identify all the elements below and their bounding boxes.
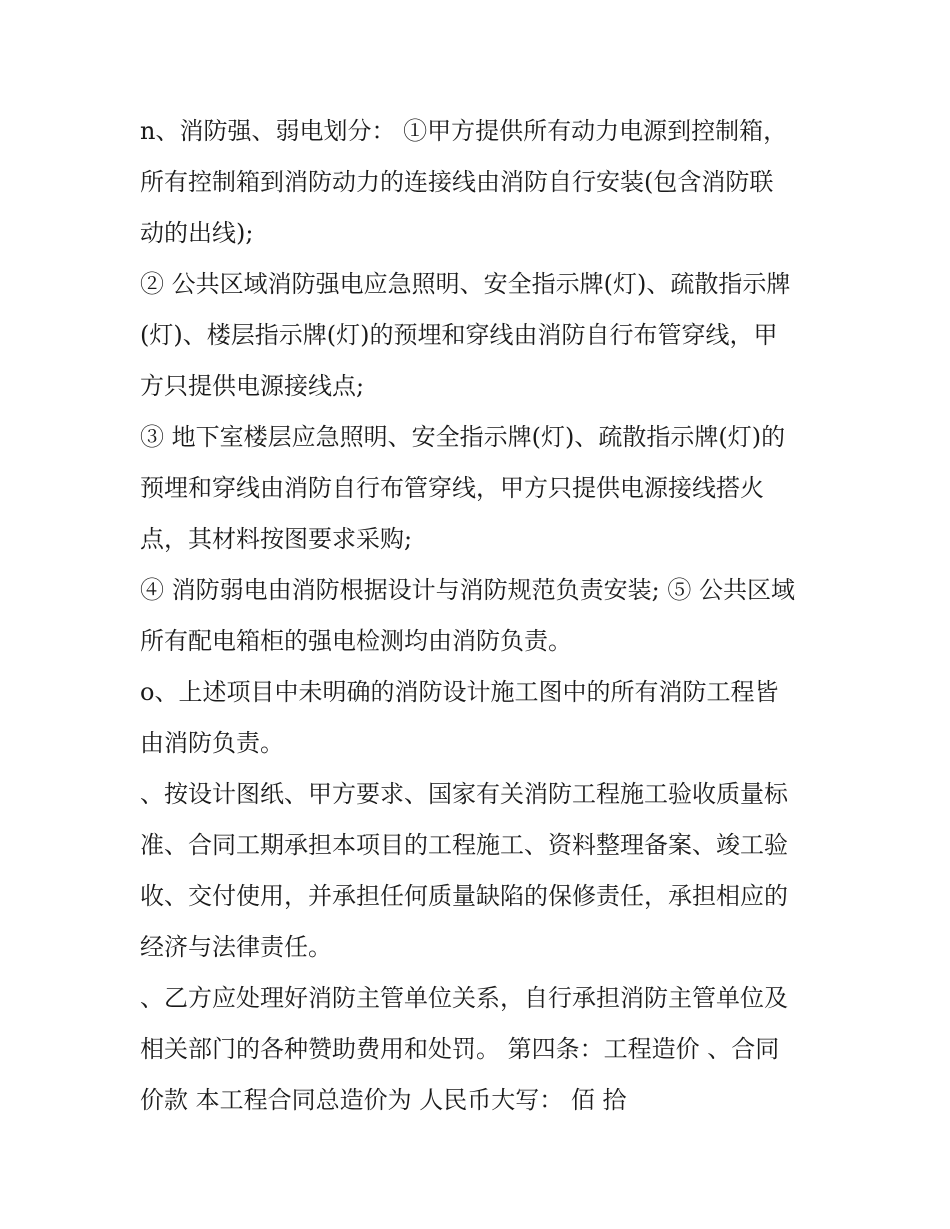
text-line: 收、交付使用，并承担任何质量缺陷的保修责任，承担相应的 — [140, 882, 788, 910]
text-line: ③ 地下室楼层应急照明、安全指示牌(灯)、疏散指示牌(灯)的 — [140, 423, 786, 451]
text-line: 由消防负责。 — [140, 729, 284, 757]
text-line: n、消防强、弱电划分： ①甲方提供所有动力电源到控制箱， — [140, 117, 788, 145]
text-line: 相关部门的各种赞助费用和处罚。 第四条：工程造价 、合同 — [140, 1035, 780, 1063]
document-body — [140, 106, 820, 1126]
paragraph-construction-duty — [140, 769, 820, 973]
text-line: o、上述项目中未明确的消防设计施工图中的所有消防工程皆 — [140, 678, 779, 706]
text-line: 准、合同工期承担本项目的工程施工、资料整理备案、竣工验 — [140, 831, 788, 859]
paragraph-item-o — [140, 667, 820, 769]
text-line: 所有控制箱到消防动力的连接线由消防自行安装(包含消防联 — [140, 168, 774, 196]
text-line: 方只提供电源接线点; — [140, 372, 365, 400]
paragraph-item-n — [140, 106, 820, 259]
paragraph-item-4 — [140, 565, 820, 667]
paragraph-party-b-duty — [140, 973, 820, 1126]
text-line: 、按设计图纸、甲方要求、国家有关消防工程施工验收质量标 — [140, 780, 788, 808]
text-line: 所有配电箱柜的强电检测均由消防负责。 — [140, 627, 572, 655]
text-line: 经济与法律责任。 — [140, 933, 332, 961]
text-line: 点，其材料按图要求采购; — [140, 525, 413, 553]
text-line: 动的出线); — [140, 219, 254, 247]
text-line: 预埋和穿线由消防自行布管穿线，甲方只提供电源接线搭火 — [140, 474, 764, 502]
text-line: (灯)、楼层指示牌(灯)的预埋和穿线由消防自行布管穿线，甲 — [140, 321, 778, 349]
text-line: 、乙方应处理好消防主管单位关系，自行承担消防主管单位及 — [140, 984, 788, 1012]
paragraph-item-3 — [140, 412, 820, 565]
paragraph-item-2 — [140, 259, 820, 412]
text-line: ④ 消防弱电由消防根据设计与消防规范负责安装; ⑤ 公共区域 — [140, 576, 795, 604]
text-line: ② 公共区域消防强电应急照明、安全指示牌(灯)、疏散指示牌 — [140, 270, 791, 298]
text-line: 价款 本工程合同总造价为 人民币大写： 佰 拾 — [140, 1086, 627, 1114]
